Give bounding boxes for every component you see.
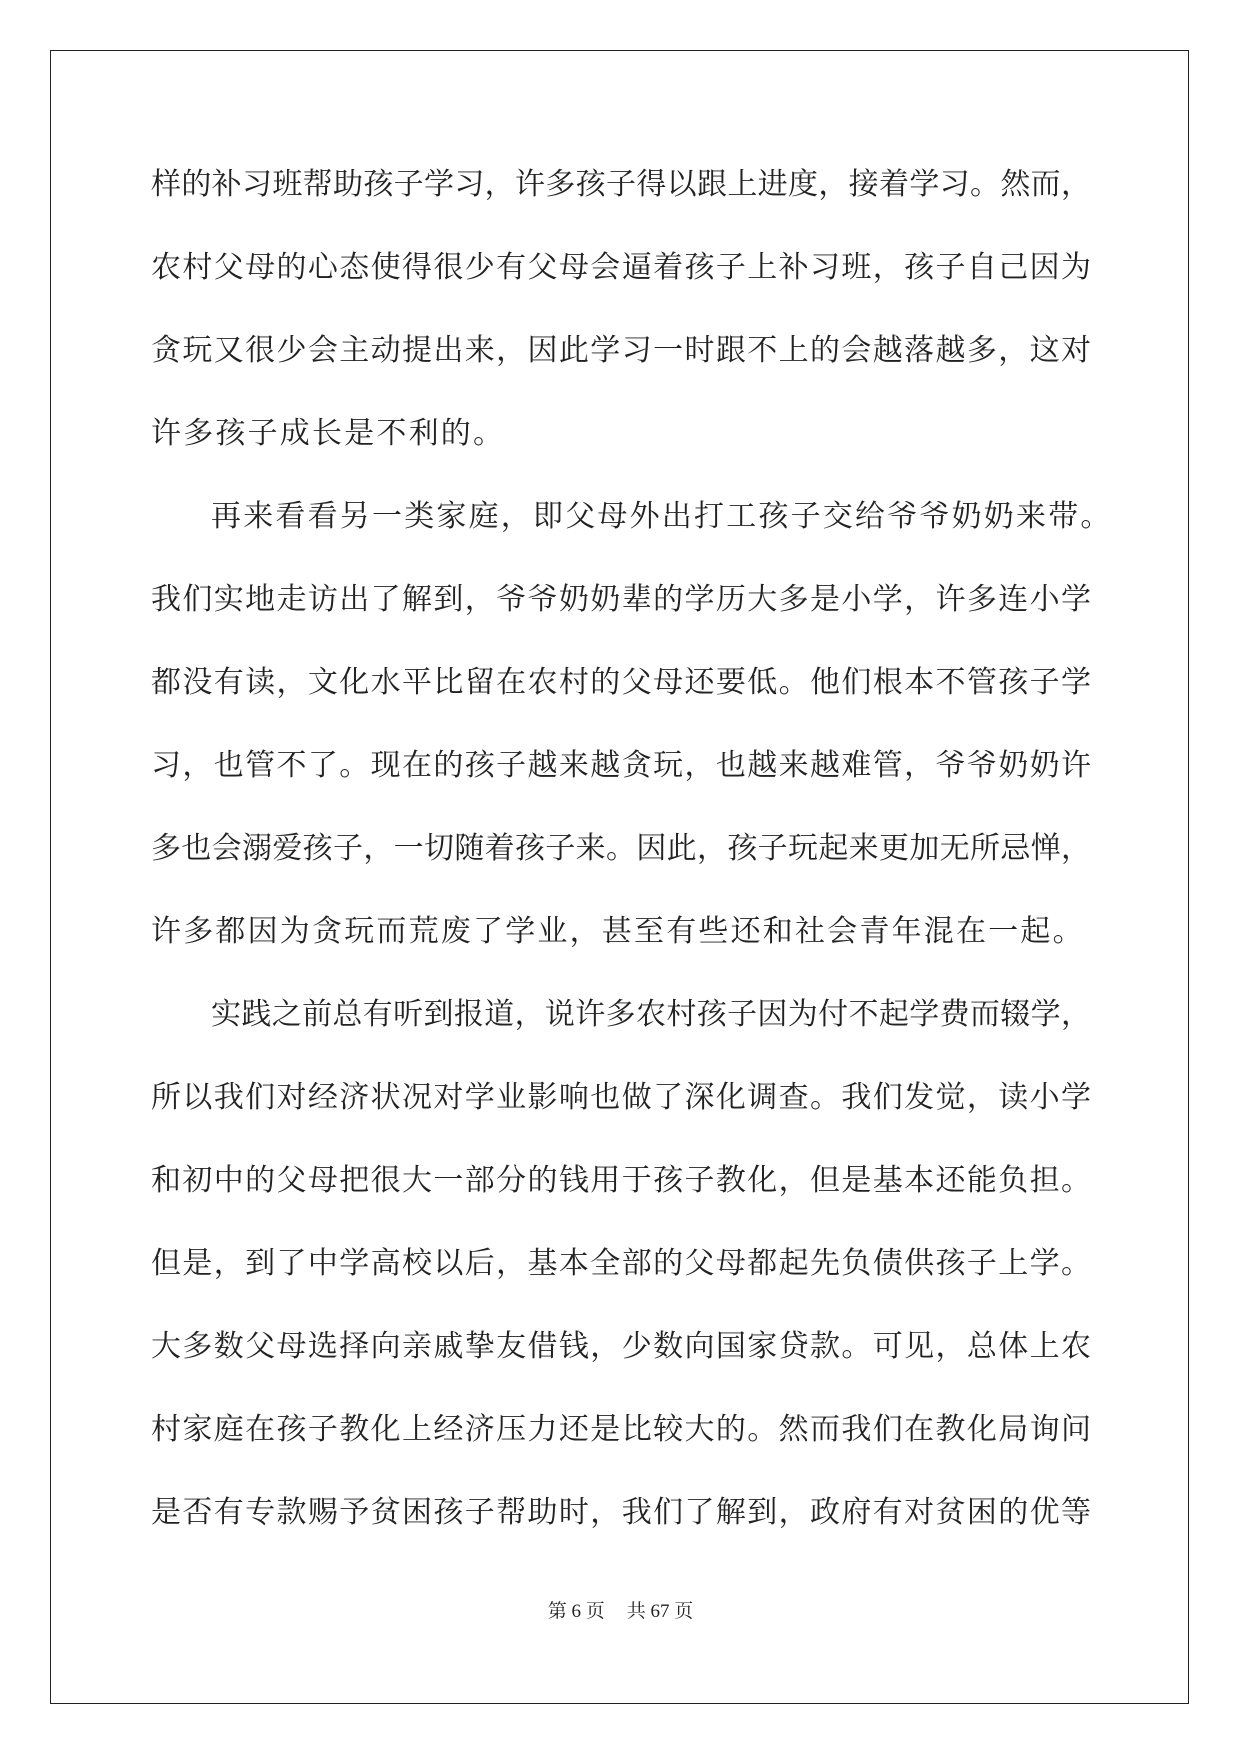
text-line: 贪玩又很少会主动提出来，因此学习一时跟不上的会越落越多，这对 bbox=[151, 333, 1091, 368]
text-line: 是否有专款赐予贫困孩子帮助时，我们了解到，政府有对贫困的优等 bbox=[151, 1495, 1091, 1530]
text-line: 所以我们对经济状况对学业影响也做了深化调查。我们发觉，读小学 bbox=[151, 1080, 1091, 1115]
text-line: 多也会溺爱孩子，一切随着孩子来。因此，孩子玩起来更加无所忌惮， bbox=[151, 831, 1091, 866]
page-frame bbox=[50, 50, 1189, 1704]
page-footer bbox=[0, 1600, 1241, 1624]
text-line: 大多数父母选择向亲戚挚友借钱，少数向国家贷款。可见，总体上农 bbox=[151, 1329, 1091, 1364]
page-total: 共 67 页 bbox=[626, 1601, 694, 1622]
paragraph-first-line: 再来看看另一类家庭，即父母外出打工孩子交给爷爷奶奶来带。 bbox=[211, 499, 1113, 534]
text-line: 我们实地走访出了解到，爷爷奶奶辈的学历大多是小学，许多连小学 bbox=[151, 582, 1091, 617]
text-line: 许多都因为贪玩而荒废了学业，甚至有些还和社会青年混在一起。 bbox=[151, 914, 1085, 949]
text-line: 但是，到了中学高校以后，基本全部的父母都起先负债供孩子上学。 bbox=[151, 1246, 1091, 1281]
page-number: 第 6 页 bbox=[547, 1601, 605, 1622]
text-line: 都没有读，文化水平比留在农村的父母还要低。他们根本不管孩子学 bbox=[151, 665, 1091, 700]
text-line: 习，也管不了。现在的孩子越来越贪玩，也越来越难管，爷爷奶奶许 bbox=[151, 748, 1091, 783]
text-line: 村家庭在孩子教化上经济压力还是比较大的。然而我们在教化局询问 bbox=[151, 1412, 1091, 1447]
text-line: 样的补习班帮助孩子学习，许多孩子得以跟上进度，接着学习。然而， bbox=[151, 167, 1091, 202]
paragraph-first-line: 实践之前总有听到报道，说许多农村孩子因为付不起学费而辍学， bbox=[211, 997, 1091, 1032]
text-line: 许多孩子成长是不利的。 bbox=[151, 416, 506, 451]
text-line: 农村父母的心态使得很少有父母会逼着孩子上补习班，孩子自己因为 bbox=[151, 250, 1091, 285]
text-line: 和初中的父母把很大一部分的钱用于孩子教化，但是基本还能负担。 bbox=[151, 1163, 1091, 1198]
